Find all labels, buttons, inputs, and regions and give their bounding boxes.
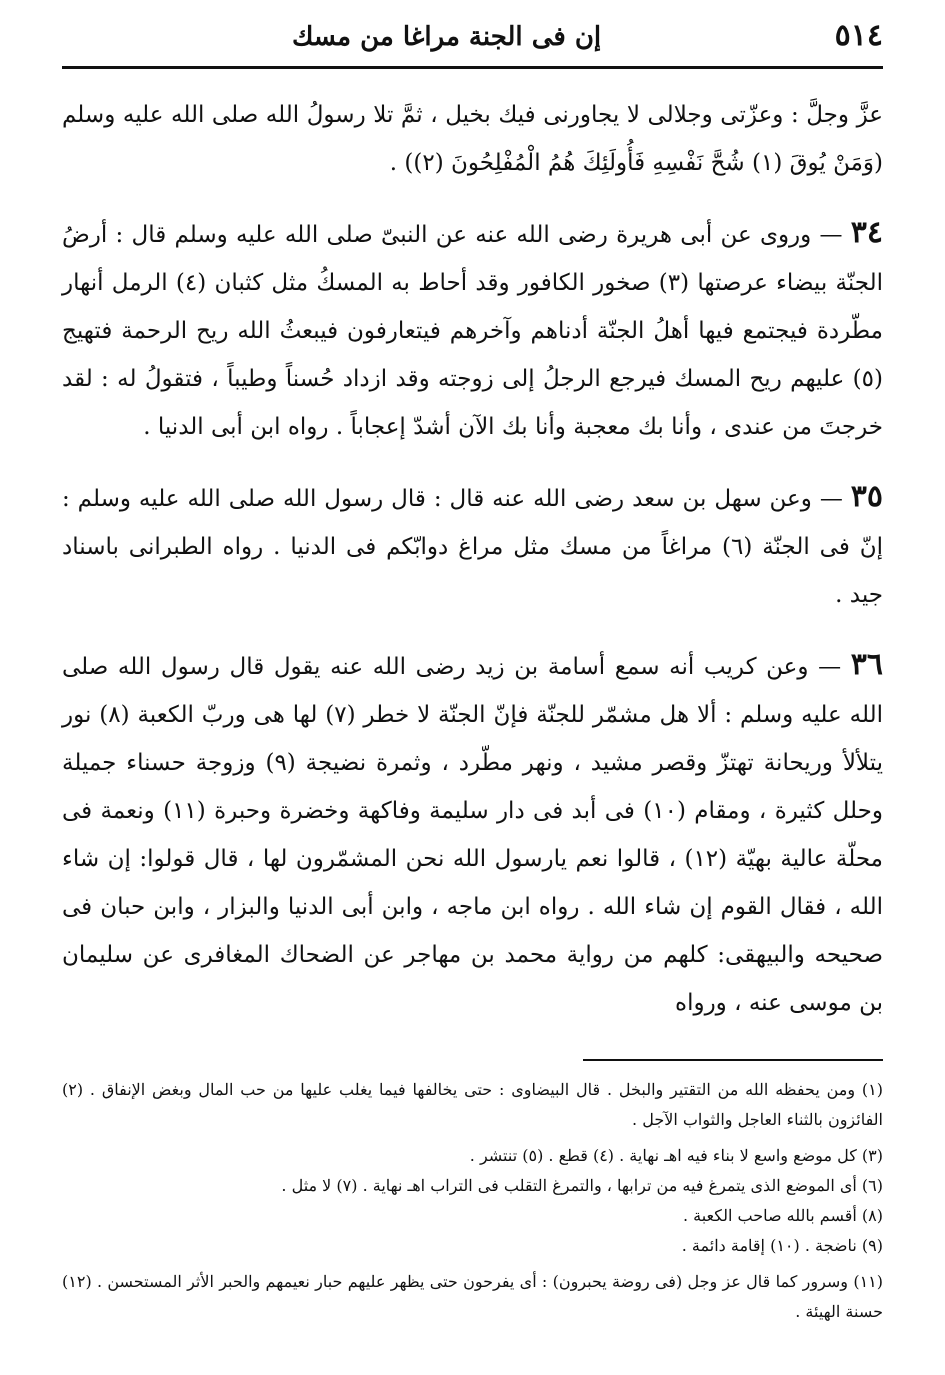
- paragraph-1: عزَّ وجلَّ : وعزّتى وجلالى لا يجاورنى فيك بخيل ، ثمَّ تلا رسولُ الله صلى الله عليه وسلم (وَمَنْ يُوقَ (١) شُحَّ نَفْسِهِ فَأُولَئِكَ هُمُ الْمُفْلِحُونَ (٢)) .: [62, 102, 883, 176]
- footnote-8: (٨) أقسم بالله صاحب الكعبة .: [682, 1206, 883, 1225]
- hadith-number-36: ٣٦: [850, 647, 883, 682]
- hadith-36: [62, 641, 883, 1027]
- hadith-36-text: — وعن كريب أنه سمع أسامة بن زيد رضى الله عنه يقول قال رسول الله صلى الله عليه وسلم : ألا هل مشمّر للجنّة فإنّ الجنّة لا خطر (٧) لها هى وربّ الكعبة (٨) نور يتلألأ وريحانة تهتزّ وقصر مشيد ، ونهر مطّرد ، وثمرة نضيجة (٩) وزوجة حسناء جميلة وحلل كثيرة ، ومقام (١٠) فى أبد فى دار سليمة وفاكهة وخضرة وحبرة (١١) ونعمة فى محلّة عالية بهيّة (١٢) ، قالوا نعم يارسول الله نحن المشمّرون لها ، قال قولوا: إن شاء الله ، فقال القوم إن شاء الله . رواه ابن ماجه ، وابن أبى الدنيا والبزار ، وابن حبان فى صحيحه والبيهقى: كلهم من رواية محمد بن مهاجر عن الضحاك المغافرى عن سليمان بن موسى عنه ، ورواه: [62, 654, 883, 1016]
- footnotes: [62, 1075, 883, 1327]
- running-title: إن فى الجنة مراغا من مسك: [292, 22, 602, 52]
- footnote-1-2: (١) ومن يحفظه الله من التقتير والبخل . قال البيضاوى : حتى يخالفها فيما يغلب عليها من حب المال وبغض الإنفاق . (٢) الفائزون بالثناء العاجل والثواب الآجل .: [62, 1080, 883, 1129]
- hadith-34: [62, 209, 883, 451]
- footnote-3-5: (٣) كل موضع واسع لا بناء فيه اهـ نهاية . (٤) قطع . (٥) تنتشر .: [469, 1146, 883, 1165]
- footnote-rule: [583, 1059, 883, 1061]
- hadith-35: [62, 473, 883, 619]
- hadith-number-35: ٣٥: [850, 479, 883, 514]
- main-text: [62, 91, 883, 1027]
- footnote-11-12: (١١) وسرور كما قال عز وجل (فى روضة يحبرون) : أى يفرحون حتى يظهر عليهم حبار نعيمهم والحبر الأثر المستحسن . (١٢) حسنة الهيئة .: [62, 1272, 884, 1321]
- header-rule: [62, 66, 883, 69]
- footnote-6-7: (٦) أى الموضع الذى يتمرغ فيه من ترابها ، والتمرغ التقلب فى التراب اهـ نهاية . (٧) لا مثل .: [281, 1176, 883, 1195]
- hadith-34-text: — وروى عن أبى هريرة رضى الله عنه عن النبىّ صلى الله عليه وسلم قال : أرضُ الجنّة بيضاء عرصتها (٣) صخور الكافور وقد أحاط به المسكُ مثل كثبان (٤) الرمل أنهار مطّردة فيجتمع فيها أهلُ الجنّة أدناهم وآخرهم فيتعارفون فيبعثُ الله ريح الرحمة فتهيج (٥) عليهم ريح المسك فيرجع الرجلُ إلى زوجته وقد ازداد حُسناً وطيباً ، فتقولُ له : لقد خرجتَ من عندى ، وأنا بك معجبة وأنا بك الآن أشدّ إعجاباً . رواه ابن أبى الدنيا .: [62, 222, 884, 440]
- hadith-35-text: — وعن سهل بن سعد رضى الله عنه قال : قال رسول الله صلى الله عليه وسلم : إنّ فى الجنّة (٦) مراغاً من مسك مثل مراغ دوابّكم فى الدنيا . رواه الطبرانى باسناد جيد .: [62, 486, 883, 608]
- footnote-9-10: (٩) ناضجة . (١٠) إقامة دائمة .: [681, 1236, 883, 1255]
- page-header: [62, 18, 883, 64]
- hadith-number-34: ٣٤: [850, 215, 883, 250]
- page-number: ٥١٤: [834, 18, 883, 53]
